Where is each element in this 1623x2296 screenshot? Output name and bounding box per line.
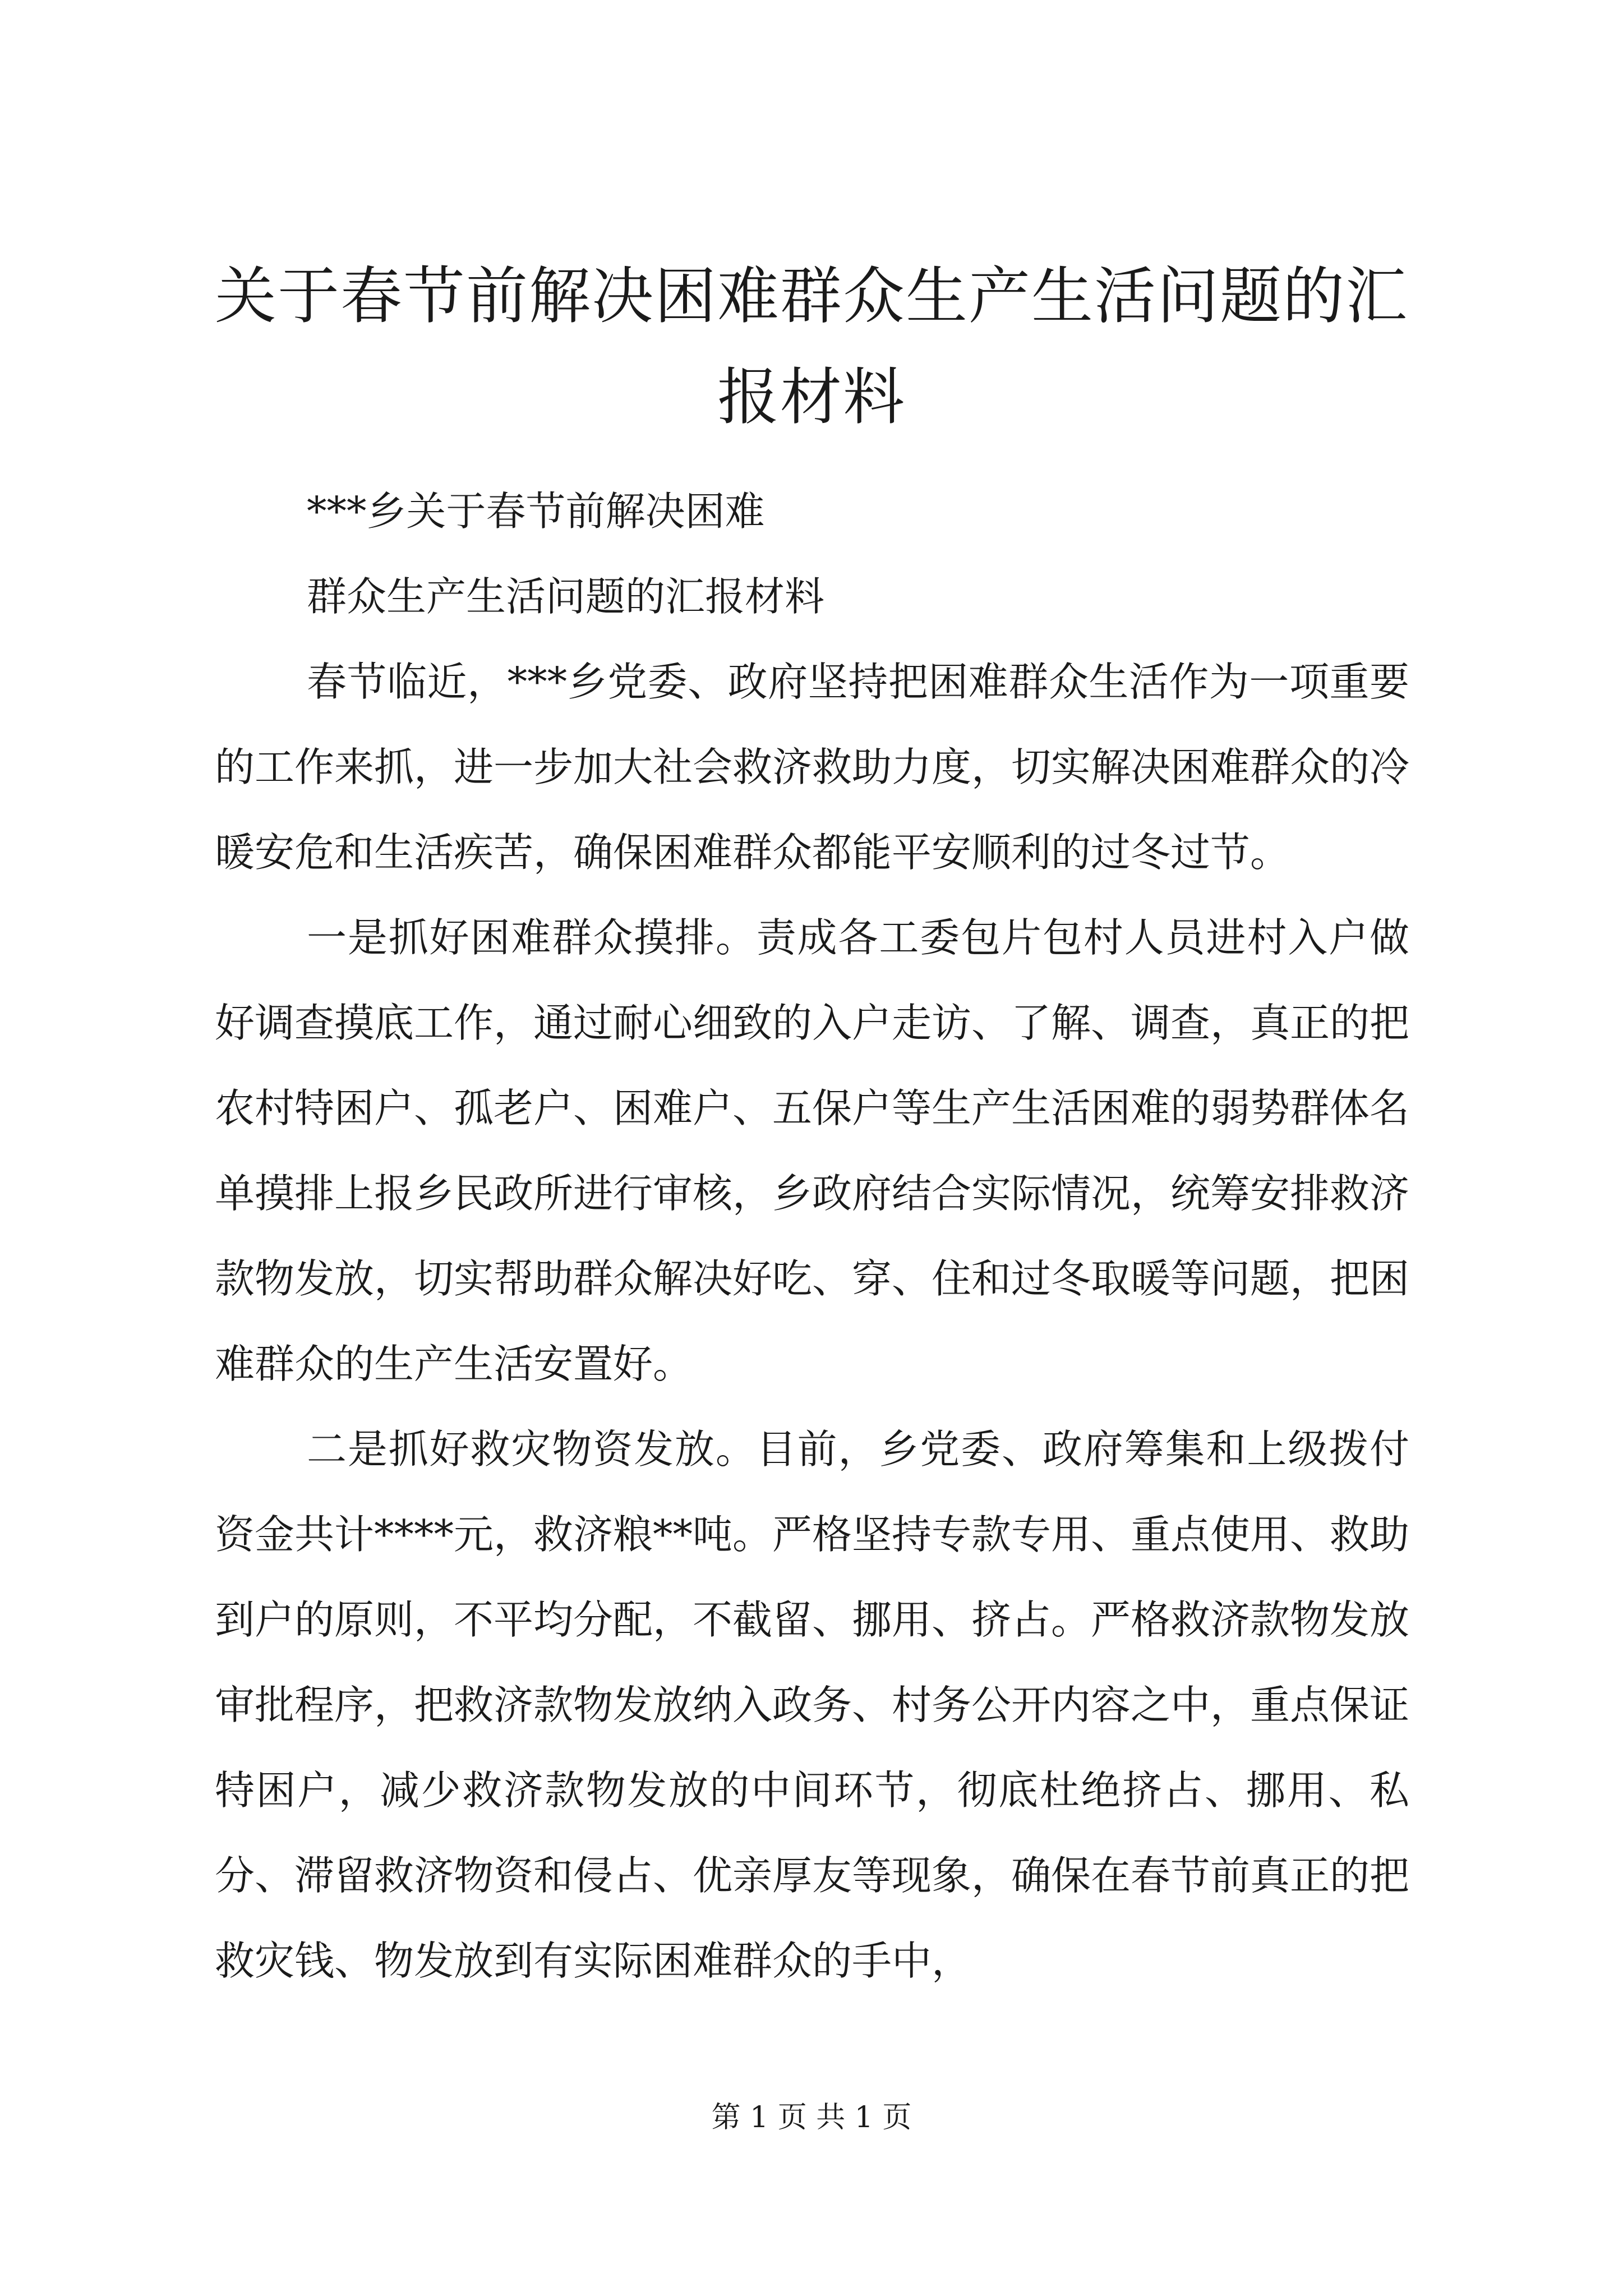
- paragraph-item-2: 二是抓好救灾物资发放。目前，乡党委、政府筹集和上级拨付资金共计****元，救济粮**吨。严格坚持专款专用、重点使用、救助到户的原则，不平均分配，不截留、挪用、挤占。严格救济款物发放审批程序，把救济款物发放纳入政务、村务公开内容之中，重点保证特困户，减少救济款物发放的中间环节，彻底杜绝挤占、挪用、私分、滞留救济物资和侵占、优亲厚友等现象，确保在春节前真正的把救灾钱、物发放到有实际困难群众的手中，: [215, 1426, 1410, 1984]
- document-title: 关于春节前解决困难群众生产生活问题的汇报材料: [215, 260, 1408, 433]
- subtitle-line-2: 群众生产生活问题的汇报材料: [307, 573, 825, 620]
- paragraph-intro: 春节临近，***乡党委、政府坚持把困难群众生活作为一项重要的工作来抓，进一步加大社会救济救助力度，切实解决困难群众的冷暖安危和生活疾苦，确保困难群众都能平安顺利的过冬过节。: [215, 659, 1410, 876]
- paragraph-item-1: 一是抓好困难群众摸排。责成各工委包片包村人员进村入户做好调查摸底工作，通过耐心细致的入户走访、了解、调查，真正的把农村特困户、孤老户、困难户、五保户等生产生活困难的弱势群体名单摸排上报乡民政所进行审核，乡政府结合实际情况，统筹安排救济款物发放，切实帮助群众解决好吃、穿、住和过冬取暖等问题，把困难群众的生产生活安置好。: [215, 914, 1410, 1387]
- document-body: [215, 469, 1409, 2004]
- page-number-footer: 第 1 页 共 1 页: [711, 2101, 912, 2134]
- subtitle-line-1: ***乡关于春节前解决困难: [307, 488, 765, 535]
